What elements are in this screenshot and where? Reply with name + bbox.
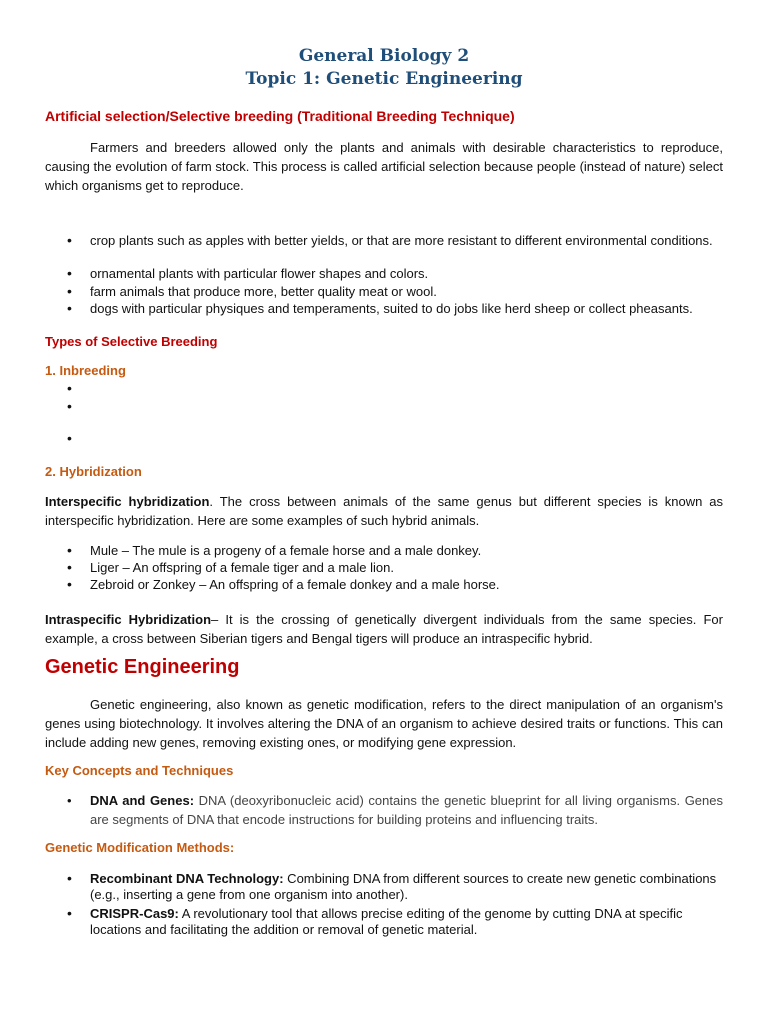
genetic-paragraph: Genetic engineering, also known as genetic modification, refers to the direct manipulation of an organism's genes using biotechnology. It involves altering the DNA of an organism to achieve desired traits or functions. This can include adding new genes, removing existing ones, or modifying gene expression. — [45, 697, 723, 750]
key-bullet — [90, 791, 723, 829]
bullet-dot: • — [67, 576, 72, 592]
method-term: Recombinant DNA Technology: — [90, 871, 284, 886]
bullet-dot: • — [67, 542, 72, 558]
hybrid-bullet-3: Zebroid or Zonkey – An offspring of a female donkey and a male horse. — [90, 577, 500, 592]
intraspecific-text: – It is the crossing of genetically divergent individuals from the same species. For example, a cross between Siberian tigers and Bengal tigers will produce an intraspecific hybrid. — [45, 612, 723, 646]
inbreeding-heading: 1. Inbreeding — [45, 363, 126, 378]
method-term: CRISPR-Cas9: — [90, 906, 179, 921]
method-text: A revolutionary tool that allows precise editing of the genome by cutting DNA at specific locations and facilitating the addition or removal of genetic material. — [90, 906, 683, 937]
bullet-dot: • — [67, 793, 72, 808]
artificial-bullet-2: ornamental plants with particular flower shapes and colors. — [90, 266, 429, 281]
bullet-dot: • — [67, 559, 72, 575]
bullet-dot: • — [67, 398, 72, 414]
method-bullet-2 — [90, 906, 723, 938]
hybrid-bullet-1: Mule – The mule is a progeny of a female horse and a male donkey. — [90, 543, 482, 558]
methods-heading: Genetic Modification Methods: — [45, 840, 235, 855]
interspecific-term: Interspecific hybridization — [45, 494, 210, 509]
bullet-dot: • — [67, 232, 72, 248]
key-term: DNA and Genes: — [90, 793, 195, 808]
key-concepts-heading: Key Concepts and Techniques — [45, 763, 234, 778]
method-bullet-1 — [90, 871, 723, 903]
artificial-bullet-1: crop plants such as apples with better yields, or that are more resistant to different environmental conditions. — [90, 233, 713, 248]
hybrid-bullet-2: Liger – An offspring of a female tiger and a male lion. — [90, 560, 395, 575]
method-text: Combining DNA from different sources to create new genetic combinations (e.g., inserting a gene from one organism into another). — [90, 871, 717, 902]
genetic-engineering-heading: Genetic Engineering — [45, 656, 240, 678]
bullet-dot: • — [67, 300, 72, 316]
artificial-bullet-3: farm animals that produce more, better quality meat or wool. — [90, 284, 437, 299]
doc-title-line2: Topic 1: Genetic Engineering — [245, 69, 523, 89]
artificial-paragraph: Farmers and breeders allowed only the plants and animals with desirable characteristics to reproduce, causing the evolution of farm stock. This process is called artificial selection because people (instead of nature) select which organisms get to reproduce. — [45, 140, 723, 193]
doc-title-line1: General Biology 2 — [298, 46, 470, 66]
hybridization-heading: 2. Hybridization — [45, 464, 142, 479]
interspecific-text: . The cross between animals of the same genus but different species is known as interspecific hybridization. Here are some examples of such hybrid animals. — [45, 494, 723, 528]
artificial-bullet-4: dogs with particular physiques and temperaments, suited to do jobs like herd sheep or collect pheasants. — [90, 301, 693, 316]
bullet-dot: • — [67, 870, 72, 886]
intraspecific-paragraph — [45, 610, 723, 648]
bullet-dot: • — [67, 430, 72, 446]
interspecific-paragraph — [45, 492, 723, 530]
bullet-dot: • — [67, 265, 72, 281]
key-text: DNA (deoxyribonucleic acid) contains the genetic blueprint for all living organisms. Genes are segments of DNA that encode instructions for building proteins and influencing traits. — [90, 793, 724, 827]
bullet-dot: • — [67, 283, 72, 299]
types-heading: Types of Selective Breeding — [45, 334, 218, 349]
intraspecific-term: Intraspecific Hybridization — [45, 612, 212, 627]
bullet-dot: • — [67, 905, 72, 921]
artificial-heading: Artificial selection/Selective breeding (Traditional Breeding Technique) — [45, 108, 515, 124]
bullet-dot: • — [67, 380, 72, 396]
